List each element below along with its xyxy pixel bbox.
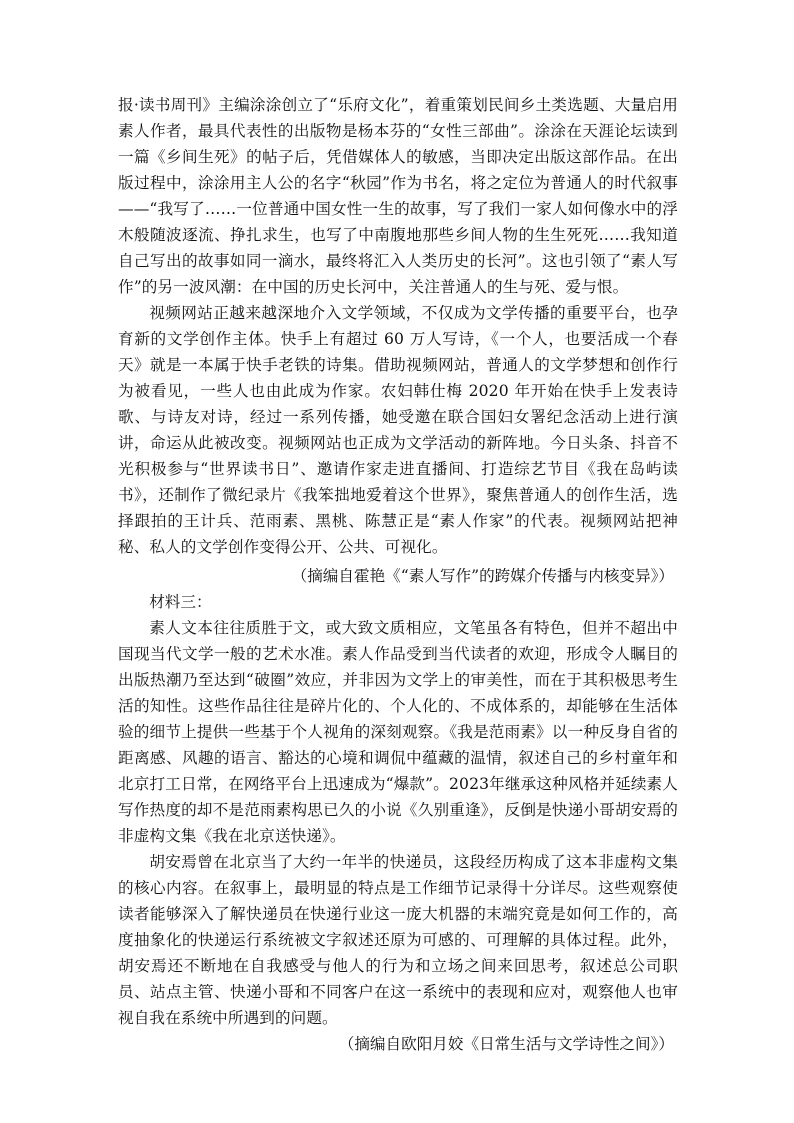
paragraph-video-sites: 视频网站正越来越深地介入文学领域，不仅成为文学传播的重要平台，也孕育新的文学创作主体。快手上有超过 60 万人写诗，《一个人，也要活成一个春天》就是一本属于快手老铁的诗集。借助视频网站，普通人的文学梦想和创作行为被看见，一些人也由此成为作家。农妇韩仕梅 2020 年开始在快手上发表诗歌、与诗友对诗，经过一系列传播，她受邀在联合国妇女署纪念活动上进行演讲，命运从此被改变。视频网站也正成为文学活动的新阵地。今日头条、抖音不光积极参与“世界读书日”、邀请作家走进直播间、打造综艺节目《我在岛屿读书》，还制作了微纪录片《我笨拙地爱着这个世界》，聚焦普通人的创作生活，选择跟拍的王计兵、范雨素、黑桃、陈慧正是“素人作家”的代表。视频网站把神秘、私人的文学创作变得公开、公共、可视化。 <box>118 304 678 556</box>
document-body <box>118 92 678 1057</box>
section-label-material-3: 材料三： <box>149 593 212 611</box>
paragraph-hu-anyan: 胡安焉曾在北京当了大约一年半的快递员，这段经历构成了这本非虚构文集的核心内容。在叙事上，最明显的特点是工作细节记录得十分详尽。这些观察使读者能够深入了解快递员在快递行业这一庞大机器的末端究竟是如何工作的，高度抽象化的快递运行系统被文字叙述还原为可感的、可理解的具体过程。此外，胡安焉还不断地在自我感受与他人的行为和立场之间来回思考，叙述总公司职员、站点主管、快递小哥和不同客户在这一系统中的表现和应对，观察他人也审视自我在系统中所遇到的问题。 <box>118 853 678 1027</box>
paragraph-continued: 报·读书周刊》主编涂涂创立了“乐府文化”，着重策划民间乡土类选题、大量启用素人作者，最具代表性的出版物是杨本芬的“女性三部曲”。涂涂在天涯论坛读到一篇《乡间生死》的帖子后，凭借媒体人的敏感，当即决定出版这部作品。在出版过程中，涂涂用主人公的名字“秋园”作为书名，将之定位为普通人的时代叙事——“我写了……一位普通中国女性一生的故事，写了我们一家人如何像水中的浮木般随波逐流、挣扎求生，也写了中南腹地那些乡间人物的生生死死……我知道自己写出的故事如同一滴水，最终将汇入人类历史的长河”。这也引领了“素人写作”的另一波风潮：在中国的历史长河中，关注普通人的生与死、爱与恨。 <box>118 96 678 296</box>
source-citation-2: （摘编自欧阳月姣《日常生活与文学诗性之间》） <box>338 1035 674 1053</box>
source-citation-1: （摘编自霍艳《“素人写作”的跨媒介传播与内核变异》） <box>291 567 674 585</box>
paragraph-amateur-texts: 素人文本往往质胜于文，或大致文质相应，文笔虽各有特色，但并不超出中国现当代文学一般的艺术水准。素人作品受到当代读者的欢迎，形成令人瞩目的出版热潮乃至达到“破圈”效应，并非因为文学上的审美性，而在于其积极思考生活的知性。这些作品往往是碎片化的、个人化的、不成体系的，却能够在生活体验的细节上提供一些基于个人视角的深刻观察。《我是范雨素》以一种反身自省的距离感、风趣的语言、豁达的心境和调侃中蕴藏的温情，叙述自己的乡村童年和北京打工日常，在网络平台上迅速成为“爆款”。2023年继承这种风格并延续素人写作热度的却不是范雨素构思已久的小说《久别重逢》，反倒是快递小哥胡安焉的非虚构文集《我在北京送快递》。 <box>118 619 678 845</box>
